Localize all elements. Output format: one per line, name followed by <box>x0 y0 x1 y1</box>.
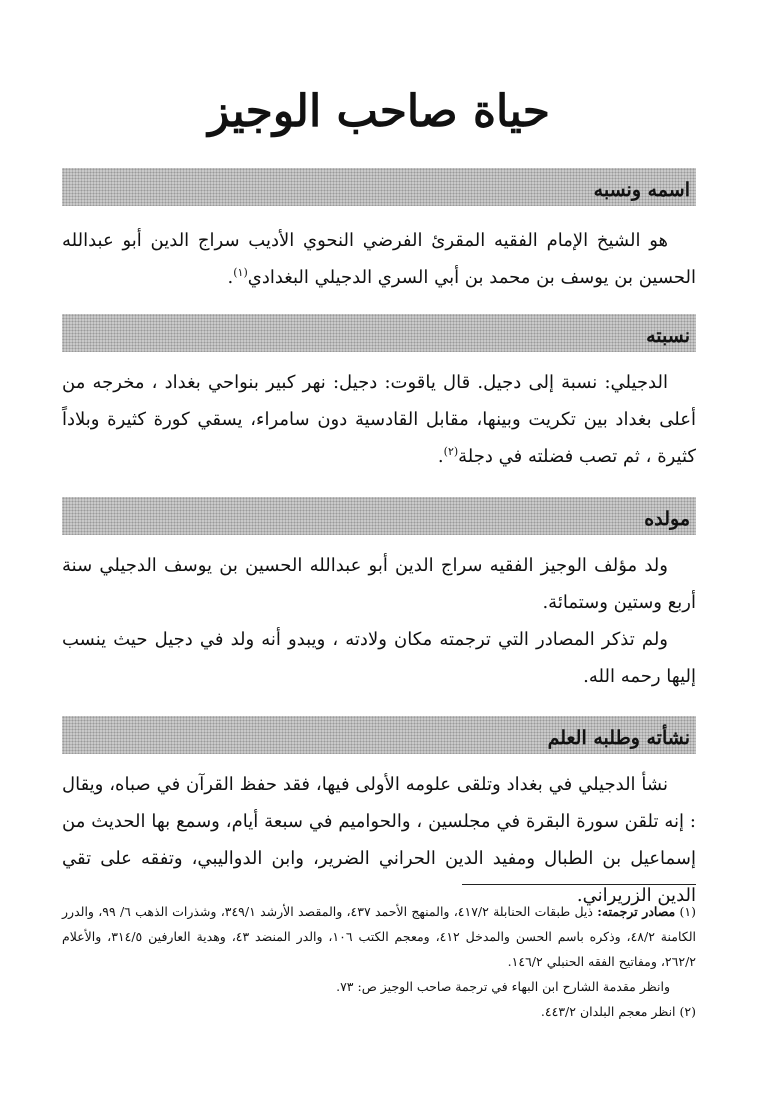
footnote-ref: (١) <box>233 266 248 279</box>
section-body-name <box>62 222 696 296</box>
section-heading-upbringing <box>62 716 696 754</box>
footnote-text: ذيل طبقات الحنابلة ٤١٧/٢، والمنهج الأحمد ٤٣٧، والمقصد الأرشد ٣٤٩/١، وشذرات الذهب ٦/ ٩٩، والدرر الكامنة ٤٨/٢، وذكره باسم الحسن والمدخل ٤١٢، ومعجم الكتب ١٠٦، والدر المنضد ٤٣، وهدية العارفين ٣١٤/٥، والأعلام ٢٦٢/٢، ومفاتيح الفقه الحنبلي ١٤٦/٢. <box>62 904 696 969</box>
section-heading-label: مولده <box>644 508 690 530</box>
paragraph-tail: . <box>227 267 234 288</box>
footnotes <box>62 899 696 1024</box>
footnote-number: (١) <box>679 904 697 919</box>
page-title: حياة صاحب الوجيز <box>208 86 550 137</box>
section-heading-label: نشأته وطلبه العلم <box>547 727 690 749</box>
footnote-2: (٢) انظر معجم البلدان ٤٤٣/٢. <box>540 1004 696 1019</box>
section-body-upbringing <box>62 766 696 914</box>
footnote-ref: (٢) <box>443 445 459 458</box>
section-heading-lineage <box>62 314 696 352</box>
section-body-lineage <box>62 364 696 475</box>
section-heading-name <box>62 168 696 206</box>
section-heading-birth <box>62 497 696 535</box>
paragraph: ولم تذكر المصادر التي ترجمته مكان ولادته ، ويبدو أنه ولد في دجيل حيث ينسب إليها رحمه الله. <box>62 629 696 687</box>
page <box>62 0 696 1100</box>
section-body-birth <box>62 547 696 695</box>
footnote-1 <box>62 899 696 974</box>
paragraph-text: هو الشيخ الإمام الفقيه المقرئ الفرضي النحوي الأديب سراج الدين أبو عبدالله الحسين بن يوسف بن محمد بن أبي السري الدجيلي البغدادي <box>62 230 696 288</box>
paragraph: ولد مؤلف الوجيز الفقيه سراج الدين أبو عبدالله الحسين بن يوسف الدجيلي سنة أربع وستين وستمائة. <box>62 555 696 613</box>
section-heading-label: نسبته <box>646 325 690 347</box>
footnote-label: مصادر ترجمته: <box>597 904 676 919</box>
section-heading-label: اسمه ونسبه <box>593 179 690 201</box>
footnote-divider <box>462 884 696 885</box>
paragraph-tail: . <box>437 446 444 467</box>
paragraph <box>62 364 696 475</box>
paragraph: نشأ الدجيلي في بغداد وتلقى علومه الأولى فيها، فقد حفظ القرآن في صباه، ويقال : إنه تلقن سورة البقرة في مجلسين ، والحواميم في سبعة أيام، وسمع بها الحديث من إسماعيل بن الطبال ومفيد الدين الحراني الضرير، وابن الدواليبي، وتفقه على تقي الدين الزريراني. <box>62 774 696 906</box>
footnote-1-extra: وانظر مقدمة الشارح ابن البهاء في ترجمة صاحب الوجيز ص: ٧٣. <box>336 979 670 994</box>
paragraph-text: الدجيلي: نسبة إلى دجيل. قال ياقوت: دجيل: نهر كبير بنواحي بغداد ، مخرجه من أعلى بغداد بين تكريت وبينها، مقابل القادسية دون سامراء، يسقي كورة كثيرة وبلاداً كثيرة ، ثم تصب فضلته في دجلة <box>62 372 696 467</box>
paragraph <box>62 222 696 296</box>
